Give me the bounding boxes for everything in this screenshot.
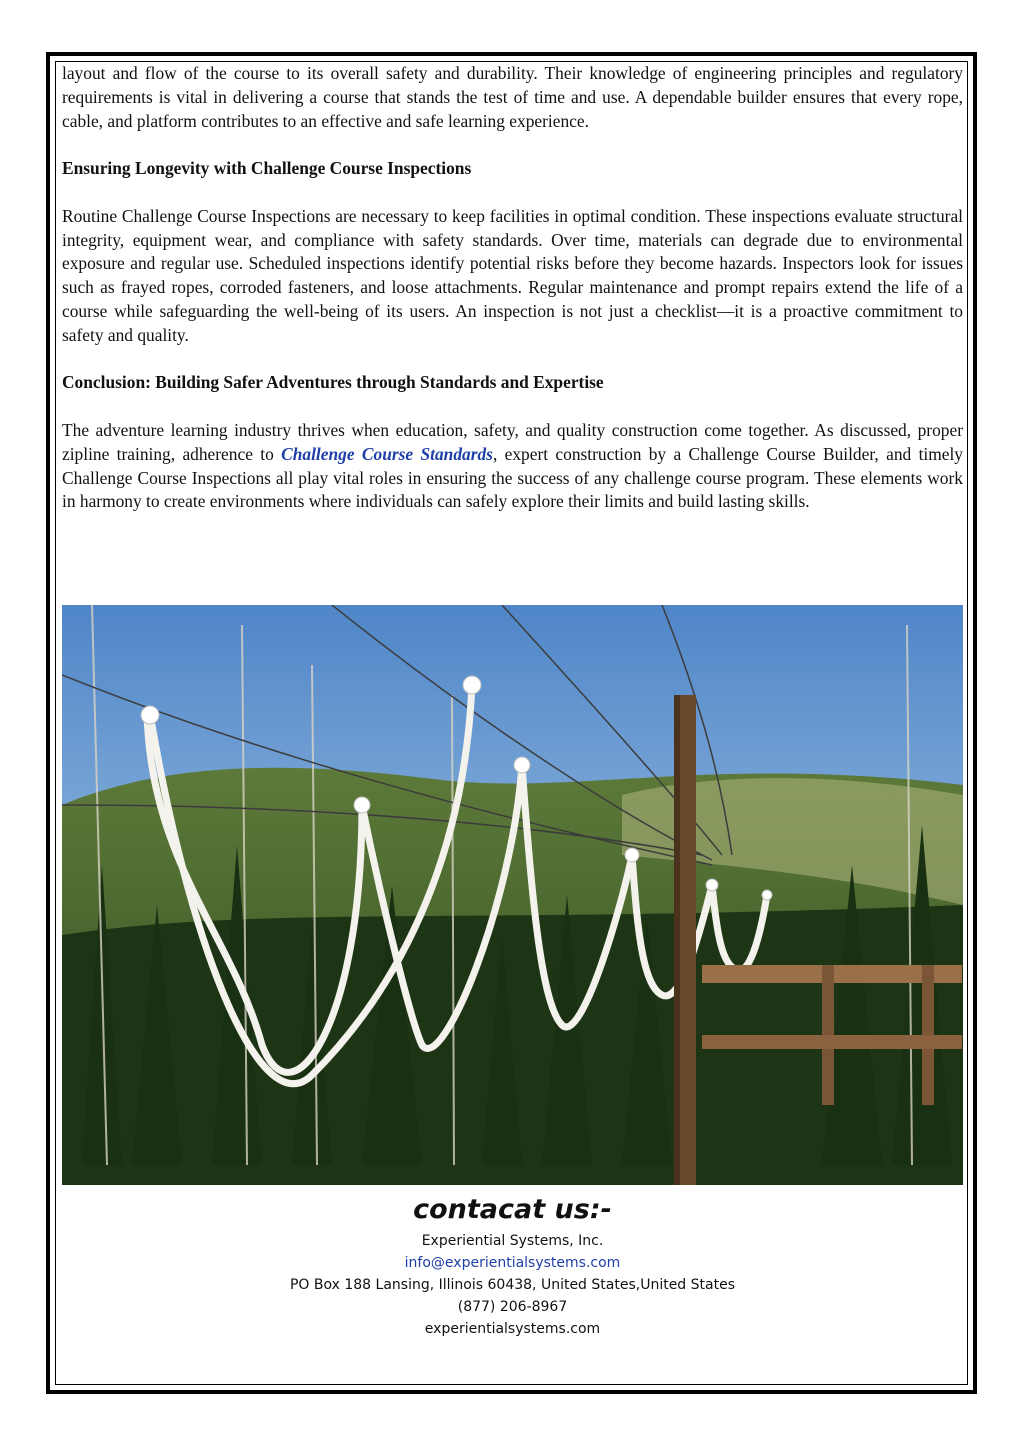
paragraph-conclusion — [62, 419, 963, 514]
paragraph-conclusion-start: The adventure learning industry thrives when education, safety, and quality construction come together. As discussed, proper zipline training, adherence to — [62, 419, 963, 464]
phone-number: (877) 206-8967 — [457, 1299, 568, 1315]
heading-inspections: Ensuring Longevity with Challenge Course Inspections — [62, 158, 472, 179]
paragraph-builder: layout and flow of the course to its overall safety and durability. Their knowledge of engineering principles and regulatory requirements is vital in delivering a course that stands the test of time and use. A dependable builder ensures that every rope, cable, and platform contributes to an effective and safe learning experience. — [62, 63, 963, 131]
company-name: Experiential Systems, Inc. — [421, 1233, 604, 1249]
rope-bridge-photo — [62, 605, 963, 1185]
paragraph-conclusion-end: , expert construction by a Challenge Course Builder, and timely Challenge Course Inspections all play vital roles in ensuring the success of any challenge course program. These elements work in harmony to create environments where individuals can safely explore their limits and build lasting skills. — [62, 443, 964, 512]
contact-title: contacat us:- — [413, 1194, 612, 1225]
challenge-course-standards-link[interactable]: Challenge Course Standards — [281, 443, 493, 464]
email-link[interactable]: info@experientialsystems.com — [404, 1255, 621, 1271]
article-body — [62, 62, 963, 514]
website-link[interactable]: experientialsystems.com — [424, 1321, 601, 1337]
postal-address: PO Box 188 Lansing, Illinois 60438, United States,United States — [289, 1277, 735, 1293]
paragraph-inspections: Routine Challenge Course Inspections are necessary to keep facilities in optimal condition. These inspections evaluate structural integrity, equipment wear, and compliance with safety standards. Over time, materials can degrade due to environmental exposure and regular use. Scheduled inspections identify potential risks before they become hazards. Inspectors look for issues such as frayed ropes, corroded fasteners, and loose attachments. Regular maintenance and prompt repairs extend the life of a course while safeguarding the well-being of its users. An inspection is not just a checklist—it is a proactive commitment to safety and quality. — [62, 205, 963, 345]
contact-section — [62, 1190, 963, 1340]
heading-conclusion: Conclusion: Building Safer Adventures through Standards and Expertise — [62, 372, 604, 393]
